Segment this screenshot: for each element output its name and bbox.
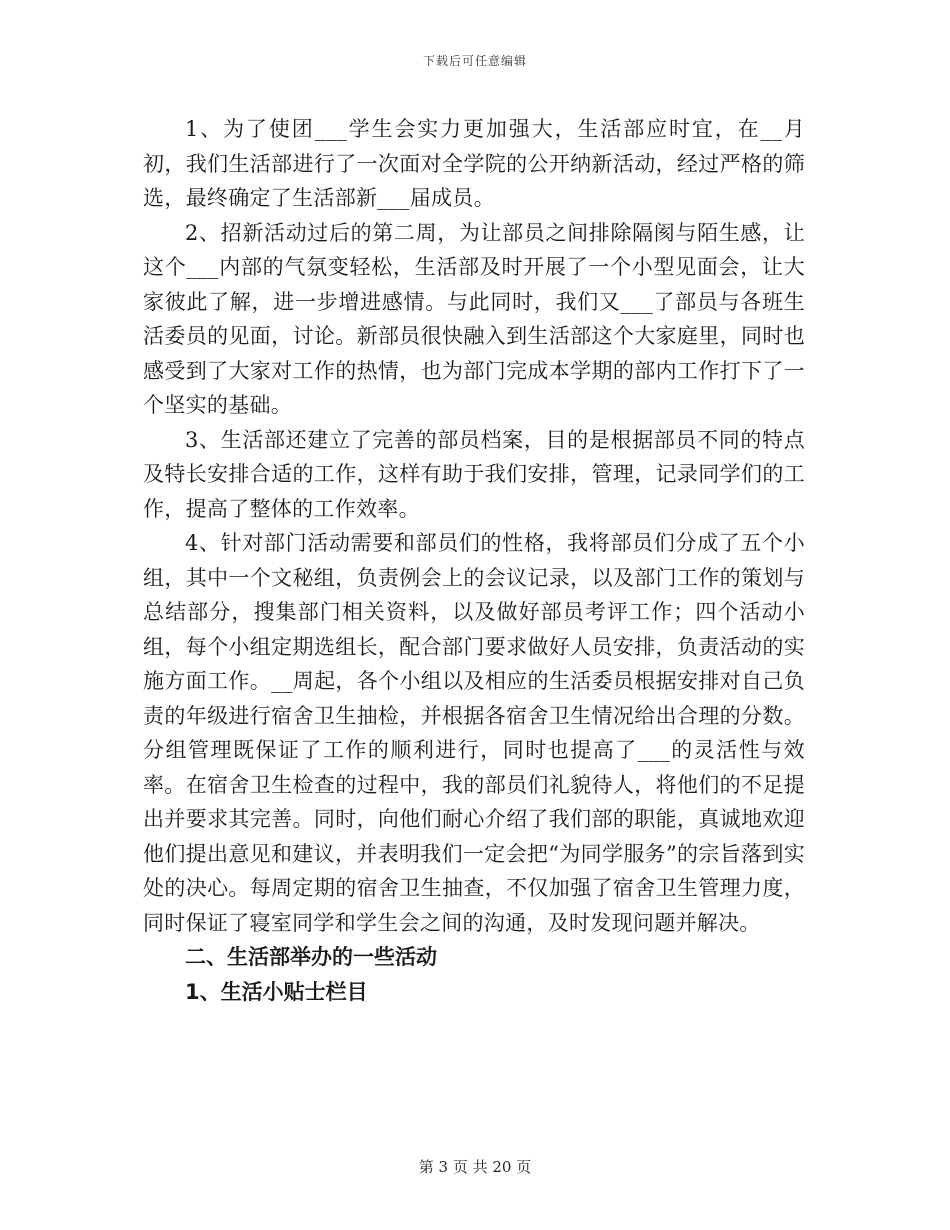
page-number-footer: 第 3 页 共 20 页	[418, 1158, 532, 1176]
paragraph-2: 2、招新活动过后的第二周，为让部员之间排除隔阂与陌生感，让这个___内部的气氛变轻松，生活部及时开展了一个小型见面会，让大家彼此了解，进一步增进感情。与此同时，我们又___了部员与各班生活委员的见面，讨论。新部员很快融入到生活部这个大家庭里，同时也感受到了大家对工作的热情，也为部门完成本学期的部内工作打下了一个坚实的基础。	[143, 220, 805, 417]
section-heading: 二、生活部举办的一些活动	[185, 945, 437, 969]
sub-heading: 1、生活小贴士栏目	[185, 979, 368, 1004]
paragraph-1: 1、为了使团___学生会实力更加强大，生活部应时宜，在__月初，我们生活部进行了一次面对全学院的公开纳新活动，经过严格的筛选，最终确定了生活部新___届成员。	[143, 117, 805, 210]
paragraph-3: 3、生活部还建立了完善的部员档案，目的是根据部员不同的特点及特长安排合适的工作，这样有助于我们安排，管理，记录同学们的工作，提高了整体的工作效率。	[143, 427, 805, 521]
paragraph-4: 4、针对部门活动需要和部员们的性格，我将部员们分成了五个小组，其中一个文秘组，负责例会上的会议记录，以及部门工作的策划与总结部分，搜集部门相关资料，以及做好部员考评工作；四个活动小组，每个小组定期选组长，配合部门要求做好人员安排，负责活动的实施方面工作。__周起，各个小组以及相应的生活委员根据安排对自己负责的年级进行宿舍卫生抽检，并根据各宿舍卫生情况给出合理的分数。分组管理既保证了工作的顺利进行，同时也提高了___的灵活性与效率。在宿舍卫生检查的过程中，我的部员们礼貌待人，将他们的不足提出并要求其完善。同时，向他们耐心介绍了我们部的职能，真诚地欢迎他们提出意见和建议，并表明我们一定会把“为同学服务”的宗旨落到实处的决心。每周定期的宿舍卫生抽查，不仅加强了宿舍卫生管理力度，同时保证了寝室同学和学生会之间的沟通，及时发现问题并解决。	[143, 531, 805, 935]
document-body	[143, 112, 805, 1009]
header-note: 下载后可任意编辑	[422, 54, 527, 68]
